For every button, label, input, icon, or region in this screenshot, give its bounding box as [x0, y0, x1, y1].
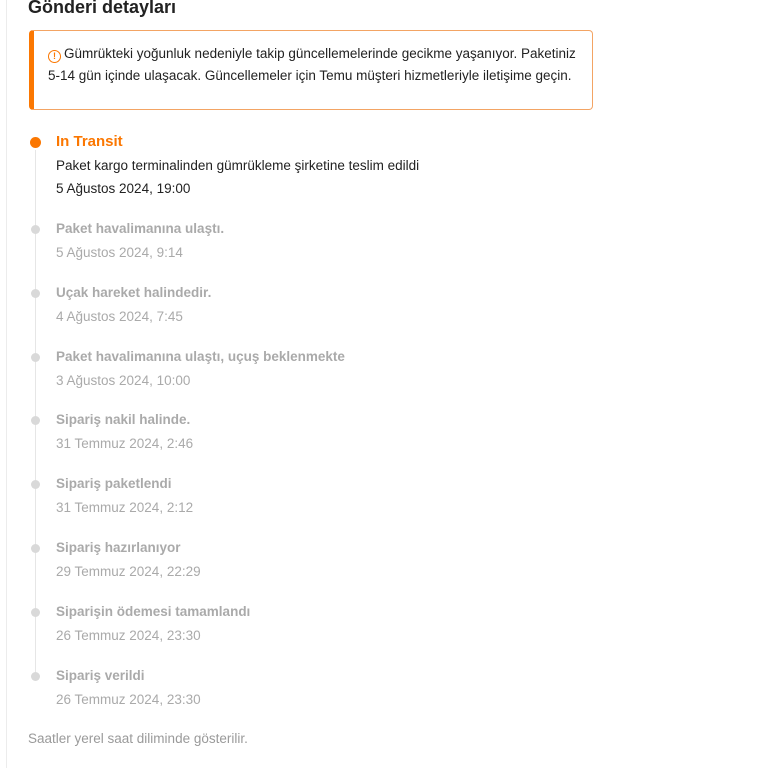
page-title: Gönderi detayları: [28, 0, 177, 17]
event-dot: [31, 289, 40, 298]
event-title: Paket havalimanına ulaştı.: [56, 221, 225, 236]
event-time: 26 Temmuz 2024, 23:30: [56, 627, 201, 643]
event-time: 3 Ağustos 2024, 10:00: [56, 372, 191, 388]
event-time: 4 Ağustos 2024, 7:45: [56, 308, 183, 324]
event-title: Sipariş hazırlanıyor: [56, 540, 181, 555]
event-time: 31 Temmuz 2024, 2:46: [56, 436, 194, 452]
notice-text: Gümrükteki yoğunluk nedeniyle takip güncellemelerinde gecikme yaşanıyor. Paketiniz 5-14 gün içinde ulaşacak. Güncellemeler için Temu müşteri hizmetleriyle iletişime geçin.: [48, 46, 576, 83]
event-title: Sipariş paketlendi: [56, 476, 172, 492]
current-status-time: 5 Ağustos 2024, 19:00: [56, 181, 191, 196]
event-time: 31 Temmuz 2024, 2:12: [56, 500, 194, 516]
event-title: Uçak hareket halindedir.: [56, 284, 212, 300]
delay-notice: [29, 30, 593, 110]
active-status-dot: [30, 137, 41, 148]
event-dot: [31, 608, 40, 617]
event-time: 26 Temmuz 2024, 23:30: [56, 691, 201, 707]
event-time: 5 Ağustos 2024, 9:14: [56, 245, 183, 260]
event-dot: [31, 353, 40, 362]
current-status-title: In Transit: [56, 133, 123, 150]
event-title: Paket havalimanına ulaştı, uçuş beklenmekte: [56, 348, 345, 364]
event-title: Sipariş nakil halinde.: [56, 412, 191, 428]
current-status-description: Paket kargo terminalinden gümrükleme şirketine teslim edildi: [56, 158, 420, 173]
info-icon: !: [48, 50, 61, 63]
event-dot: [31, 416, 40, 425]
event-title: Siparişin ödemesi tamamlandı: [56, 603, 251, 619]
notice-body: [48, 43, 588, 87]
event-time: 29 Temmuz 2024, 22:29: [56, 564, 201, 579]
event-dot: [31, 225, 40, 234]
event-dot: [31, 544, 40, 553]
event-dot: [31, 480, 40, 489]
event-dot: [31, 672, 40, 681]
event-title: Sipariş verildi: [56, 667, 145, 683]
panel-left-border: [6, 0, 7, 768]
timezone-note: Saatler yerel saat diliminde gösterilir.: [28, 731, 248, 746]
